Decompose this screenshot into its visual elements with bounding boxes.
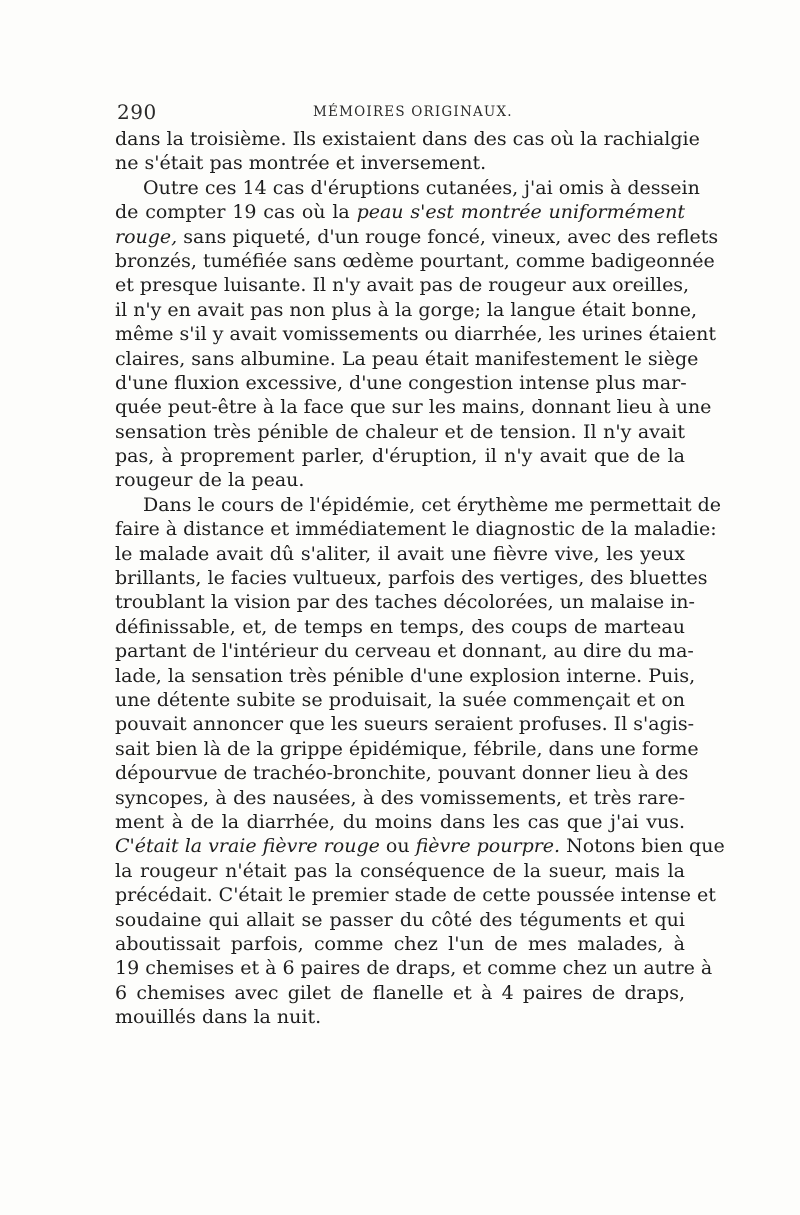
line-text: Notons bien que [560, 835, 725, 858]
text-line [115, 493, 722, 517]
italic-text: rouge, [115, 225, 178, 248]
text-line [115, 859, 685, 883]
text-line [115, 444, 685, 468]
line-text: même s'il y avait vomissements ou diarrhée, les urines étaient [115, 323, 717, 346]
italic-text: C'était la vraie fièvre rouge [115, 835, 380, 858]
text-line [115, 639, 694, 663]
line-text: lade, la sensation très pénible d'une explosion interne. Puis, [115, 664, 696, 687]
running-head-title: MÉMOIRES ORIGINAUX. [313, 104, 513, 120]
text-line [115, 883, 716, 907]
line-text: définissable, et, de temps en temps, des coups de marteau [115, 615, 685, 638]
line-text: 6 chemises avec gilet de flanelle et à 4 paires de draps, [115, 981, 685, 1004]
text-line [115, 200, 685, 224]
text-line [115, 664, 696, 688]
text-line [115, 468, 685, 492]
line-text: pouvait annoncer que les sueurs seraient profuses. Il s'agis- [115, 713, 695, 736]
line-text: bronzés, tuméfiée sans œdème pourtant, comme badigeonnée [115, 249, 715, 272]
text-line [115, 761, 689, 785]
line-text: le malade avait dû s'aliter, il avait une fièvre vive, les yeux [115, 542, 685, 565]
line-text: troublant la vision par des taches décolorées, un malaise in- [115, 591, 695, 614]
running-head [117, 100, 687, 126]
text-line [115, 932, 685, 956]
line-text: la rougeur n'était pas la conséquence de la sueur, mais la [115, 859, 685, 882]
line-text: ment à de la diarrhée, du moins dans les cas que j'ai vus. [115, 810, 685, 833]
line-text: 19 chemises et à 6 paires de draps, et comme chez un autre à [115, 957, 713, 980]
text-line [115, 810, 685, 834]
text-line [115, 273, 690, 297]
line-text: aboutissait parfois, comme chez l'un de mes malades, à [115, 932, 685, 955]
line-text: ne s'était pas montrée et inversement. [115, 152, 487, 175]
line-text: sait bien là de la grippe épidémique, fébrile, dans une forme [115, 737, 699, 760]
text-line [115, 298, 698, 322]
italic-text: fièvre pourpre. [415, 835, 561, 858]
text-line [115, 420, 685, 444]
text-line [115, 249, 715, 273]
text-line [115, 712, 695, 736]
line-text: d'une fluxion excessive, d'une congestion intense plus mar- [115, 371, 687, 394]
italic-text: peau s'est montrée uniformément [356, 201, 686, 224]
text-line [115, 542, 685, 566]
text-line [115, 615, 685, 639]
line-text: et presque luisante. Il n'y avait pas de rougeur aux oreilles, [115, 274, 690, 297]
line-text: dépourvue de trachéo-bronchite, pouvant donner lieu à des [115, 762, 689, 785]
line-text: quée peut-être à la face que sur les mains, donnant lieu à une [115, 396, 712, 419]
text-line [115, 737, 699, 761]
line-text: de compter 19 cas où la [115, 201, 357, 224]
line-text: syncopes, à des nausées, à des vomissements, et très rare- [115, 786, 685, 809]
text-body [115, 127, 725, 1029]
line-text: partant de l'intérieur du cerveau et donnant, au dire du ma- [115, 640, 694, 663]
line-text: pas, à proprement parler, d'éruption, il n'y avait que de la [115, 445, 685, 468]
line-text: claires, sans albumine. La peau était manifestement le siège [115, 347, 699, 370]
line-text: soudaine qui allait se passer du côté des téguments et qui [115, 908, 685, 931]
line-text: faire à distance et immédiatement le diagnostic de la maladie: [115, 518, 717, 541]
line-text: brillants, le facies vultueux, parfois des vertiges, des bluettes [115, 567, 708, 590]
text-line [115, 395, 712, 419]
text-line [115, 786, 685, 810]
line-text: dans la troisième. Ils existaient dans des cas où la rachialgie [115, 128, 700, 150]
line-text: ou [379, 835, 416, 858]
text-line [115, 981, 685, 1005]
page-number: 290 [117, 100, 157, 124]
text-line [115, 225, 719, 249]
text-line [115, 590, 695, 614]
line-text: rougeur de la peau. [115, 469, 305, 492]
text-line [115, 517, 717, 541]
text-line [115, 956, 713, 980]
text-line [115, 371, 685, 395]
text-line [115, 834, 725, 858]
line-text: Dans le cours de l'épidémie, cet érythème me permettait de [143, 493, 722, 516]
line-text: sensation très pénible de chaleur et de tension. Il n'y avait [115, 420, 685, 443]
text-line [115, 176, 700, 200]
text-line [115, 566, 708, 590]
text-line [115, 347, 699, 371]
line-text: précédait. C'était le premier stade de cette poussée intense et [115, 884, 716, 907]
text-line [115, 151, 685, 175]
text-line [115, 908, 685, 932]
line-text: Outre ces 14 cas d'éruptions cutanées, j'ai omis à dessein [143, 176, 700, 199]
line-text: il n'y en avait pas non plus à la gorge; la langue était bonne, [115, 298, 698, 321]
text-line [115, 1005, 685, 1029]
line-text: une détente subite se produisait, la suée commençait et on [115, 688, 685, 711]
line-text: sans piqueté, d'un rouge foncé, vineux, avec des reflets [177, 225, 719, 248]
text-line [115, 127, 700, 151]
text-line [115, 322, 717, 346]
line-text: mouillés dans la nuit. [115, 1006, 322, 1029]
text-line [115, 688, 685, 712]
